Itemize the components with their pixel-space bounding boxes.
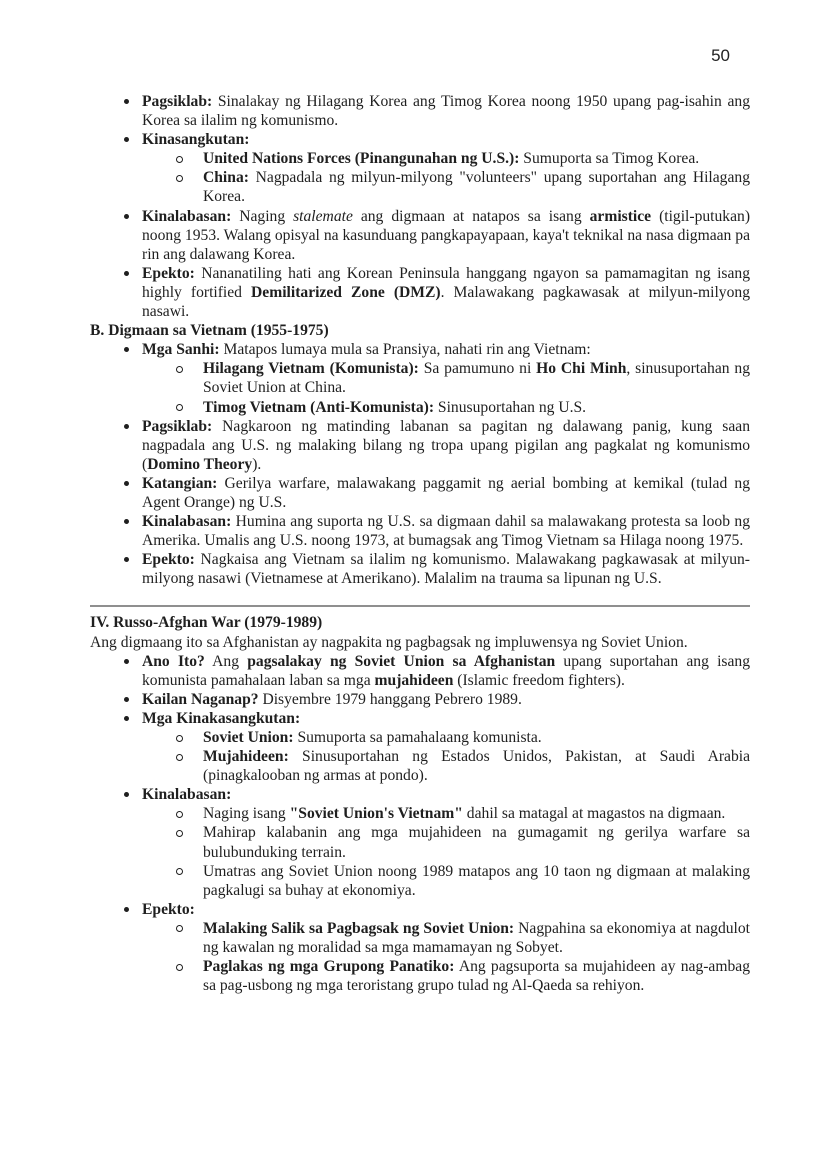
text-segment: Kinalabasan: [142,207,232,225]
text-segment: Epekto: [142,551,195,569]
page-number: 50 [711,46,730,65]
text-segment: . Malawakang pagkawasak at milyun-milyong nasawi. [142,283,750,321]
bullet-text [203,958,750,994]
bullet-disc-icon [124,557,129,562]
text-segment: Kinasangkutan: [142,131,250,149]
bullet-circle-icon [176,964,183,971]
text-segment: Humina ang suporta ng U.S. sa digmaan dahil sa malawakang protesta sa loob ng Amerika. Umalis ang U.S. noong 1973, at bumagsak ang Timog Vietnam sa Hilaga noong 1975. [142,513,750,550]
bullet-text [203,805,725,822]
section-divider [90,605,750,607]
bullet-text [203,920,750,956]
text-segment: Sumuporta sa Timog Korea. [519,150,700,168]
text-segment: Soviet Union: [203,729,294,746]
sub-bullet-item [90,398,750,417]
text-segment: Ho Chi Minh [536,360,627,378]
bullet-item [90,207,750,264]
bullet-item [90,264,750,321]
bullet-circle-icon [176,925,183,932]
text-segment: Sa pamumuno ni [418,360,537,378]
section-heading [90,613,750,632]
bullet-circle-icon [176,754,183,761]
bullet-item [90,417,750,474]
text-segment: Sinusuportahan ng U.S. [434,398,587,416]
text-segment: Timog Vietnam (Anti-Komunista): [203,398,435,416]
bullet-disc-icon [124,137,129,142]
paragraph [90,633,750,652]
bullet-text [203,360,750,396]
bullet-item [90,652,750,690]
bullet-item [90,900,750,919]
text-segment: Mga Kinakasangkutan: [142,709,301,727]
text-segment: IV. Russo-Afghan War (1979-1989) [90,614,323,632]
sub-bullet-item [90,957,750,995]
text-segment: Domino Theory [147,455,253,473]
text-segment: Epekto: [142,900,195,918]
text-segment: Mahirap kalabanin ang mga mujahideen na gumagamit ng gerilya warfare sa bulubunduking terrain. [203,824,750,861]
text-segment: Malaking Salik sa Pagbagsak ng Soviet Union: [203,919,515,937]
bullet-text [203,399,586,416]
bullet-item [90,92,750,130]
text-segment: Ang [204,652,248,670]
sub-bullet-item [90,862,750,900]
text-segment: stalemate [293,207,353,225]
text-segment: Hilagang Vietnam (Komunista): [203,360,419,378]
text-segment: Sinalakay ng Hilagang Korea ang Timog Korea noong 1950 upang pag-isahin ang Korea sa ilalim ng komunismo. [142,93,750,130]
text-segment: Naging isang [203,805,290,823]
bullet-text [142,93,750,129]
bullet-text [203,169,750,205]
bullet-disc-icon [124,792,129,797]
text-segment: Paglakas ng mga Grupong Panatiko: [203,958,455,976]
bullet-disc-icon [124,347,129,352]
text-segment: Naging [231,207,294,225]
sub-bullet-item [90,149,750,168]
bullet-item [90,340,750,359]
bullet-text [142,265,750,320]
bullet-disc-icon [124,659,129,664]
text-segment: Katangian: [142,474,218,492]
sub-bullet-item [90,804,750,823]
bullet-disc-icon [124,424,129,429]
text-segment: Nagkaisa ang Vietnam sa ilalim ng komunismo. Malawakang pagkawasak at milyun-milyong nasawi (Vietnamese at Amerikano). Malalim na trauma sa lipunan ng U.S. [142,551,750,588]
bullet-circle-icon [176,366,183,373]
bullet-item [90,512,750,550]
text-segment: B. Digmaan sa Vietnam (1955-1975) [90,322,329,340]
sub-bullet-item [90,919,750,957]
text-segment: (Islamic freedom fighters). [453,671,625,689]
bullet-text [142,653,750,689]
text-segment: Mga Sanhi: [142,341,220,359]
bullet-text [142,131,249,148]
text-segment: Sinusuportahan ng Estados Unidos, Pakistan, at Saudi Arabia (pinagkalooban ng armas at pondo). [203,748,750,785]
bullet-text [203,150,699,167]
bullet-item [90,130,750,149]
bullet-text [142,513,750,549]
text-segment: (tigil-putukan) noong 1953. Walang opisyal na kasunduang pangkapayapaan, kaya't teknikal na nasa digmaan pa rin ang dalawang Korea. [142,207,751,263]
text-segment: Pagsiklab: [142,93,213,110]
section-heading [90,321,750,340]
text-segment: upang suportahan ang isang komunista pamahalaan laban sa mga [142,652,750,689]
bullet-disc-icon [124,697,129,702]
bullet-text [142,341,591,358]
text-segment: Pagsiklab: [142,417,213,435]
text-segment: Kinalabasan: [142,513,232,531]
text-segment: dahil sa matagal at magastos na digmaan. [462,805,726,823]
bullet-disc-icon [124,214,129,219]
text-segment: Mujahideen: [203,748,289,766]
text-segment: Nagkaroon ng matinding labanan sa pagitan ng dalawang panig, kung saan nagpadala ang U.S. ng malaking bilang ng tropa upang pigilan ang pagkalat ng komunismo ( [142,417,750,473]
text-segment: Matapos lumaya mula sa Pransiya, nahati rin ang Vietnam: [219,341,591,359]
bullet-circle-icon [176,404,183,411]
text-segment: Kailan Naganap? [142,690,259,708]
text-segment: Ang pagsuporta sa mujahideen ay nag-ambag sa pag-usbong ng mga teroristang grupo tulad ng Al-Qaeda sa rehiyon. [203,958,750,995]
text-segment: Nagpadala ng milyun-milyong "volunteers" upang suportahan ang Hilagang Korea. [203,169,750,206]
text-segment: ). [252,455,262,473]
bullet-text [203,748,750,784]
text-segment: China: [203,169,249,187]
bullet-item [90,709,750,728]
bullet-text [142,418,750,473]
bullet-circle-icon [176,735,183,742]
text-segment: armistice [589,207,652,225]
text-segment: Disyembre 1979 hanggang Pebrero 1989. [258,690,522,708]
bullet-text [142,551,750,587]
bullet-disc-icon [124,716,129,721]
sub-bullet-item [90,728,750,747]
text-segment: Epekto: [142,264,195,282]
text-segment: Gerilya warfare, malawakang paggamit ng aerial bombing at kemikal (tulad ng Agent Orange) ng U.S. [142,474,750,511]
bullet-text [142,786,231,803]
bullet-item [90,785,750,804]
document-content [90,92,750,995]
bullet-text [142,691,522,708]
bullet-circle-icon [176,868,183,875]
text-segment: Demilitarized Zone (DMZ) [251,283,441,301]
bullet-text [142,901,195,918]
text-segment: ang digmaan at natapos sa isang [352,207,590,225]
bullet-text [203,824,750,860]
text-segment: Sumuporta sa pamahalaang komunista. [293,729,542,746]
text-segment: United Nations Forces (Pinangunahan ng U.S.): [203,150,520,168]
text-segment: Ang digmaang ito sa Afghanistan ay nagpakita ng pagbagsak ng impluwensya ng Soviet Union. [90,633,688,651]
bullet-disc-icon [124,481,129,486]
bullet-disc-icon [124,907,129,912]
text-segment: Umatras ang Soviet Union noong 1989 matapos ang 10 taon ng digmaan at malaking pagkalugi sa buhay at ekonomiya. [203,862,750,899]
text-segment: mujahideen [374,671,454,689]
bullet-text [142,710,300,727]
sub-bullet-item [90,168,750,206]
bullet-text [142,475,750,511]
bullet-item [90,550,750,588]
bullet-text [142,208,750,263]
text-segment: Ano Ito? [142,652,205,670]
text-segment: , sinusuportahan ng Soviet Union at China. [203,360,750,397]
bullet-text [203,863,750,899]
bullet-text [203,729,542,746]
sub-bullet-item [90,823,750,861]
bullet-item [90,690,750,709]
text-segment: "Soviet Union's Vietnam" [289,805,463,823]
sub-bullet-item [90,747,750,785]
sub-bullet-item [90,359,750,397]
text-segment: Kinalabasan: [142,786,232,804]
bullet-disc-icon [124,271,129,276]
bullet-item [90,474,750,512]
bullet-circle-icon [176,156,183,163]
bullet-circle-icon [176,175,183,182]
bullet-circle-icon [176,830,183,837]
bullet-disc-icon [124,99,129,104]
bullet-circle-icon [176,811,183,818]
text-segment: Nagpahina sa ekonomiya at nagdulot ng kawalan ng moralidad sa mga mamamayan ng Sobyet. [203,919,751,957]
text-segment: Nananatiling hati ang Korean Peninsula hanggang ngayon sa pamamagitan ng isang highly fortified [142,264,750,301]
bullet-disc-icon [124,519,129,524]
text-segment: pagsalakay ng Soviet Union sa Afghanistan [247,652,556,670]
